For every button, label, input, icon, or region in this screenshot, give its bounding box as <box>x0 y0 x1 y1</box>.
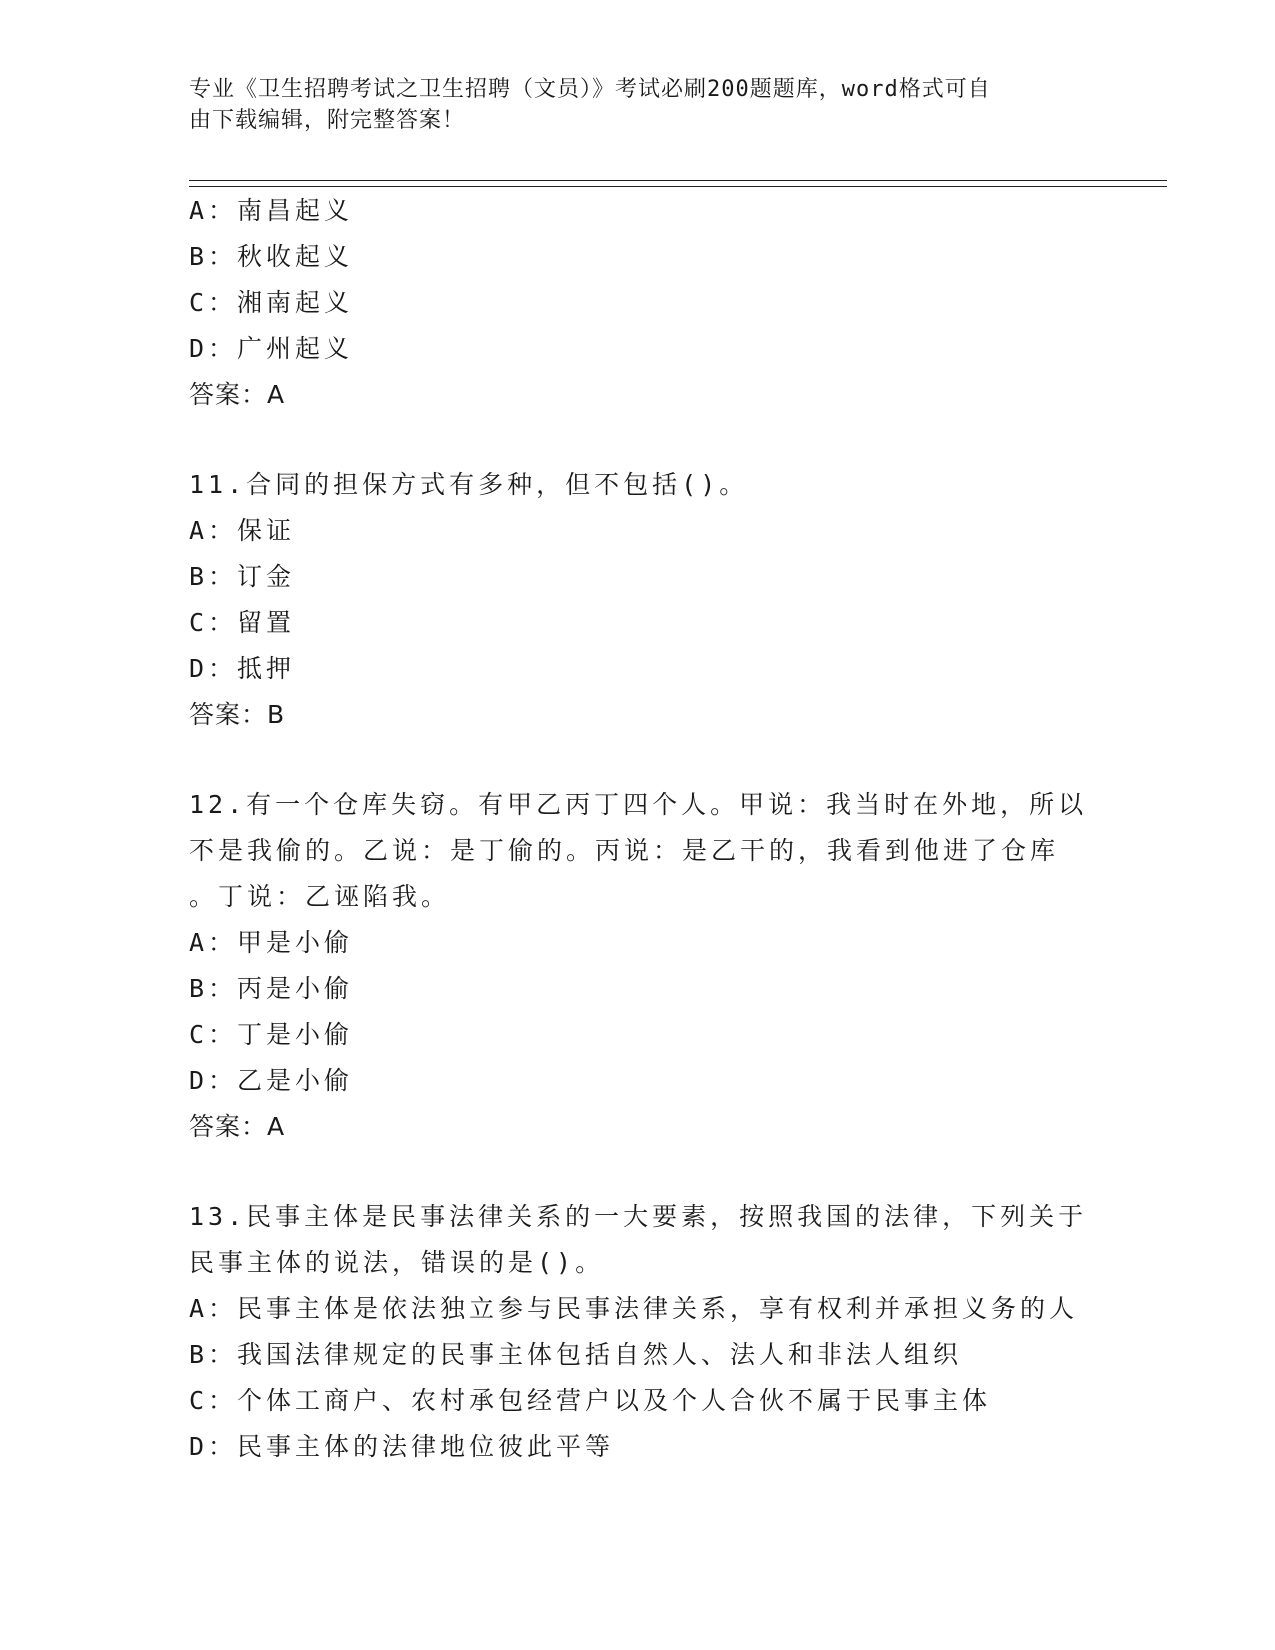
header-line-2: 由下载编辑，附完整答案！ <box>189 108 466 133</box>
header-line-1: 专业《卫生招聘考试之卫生招聘（文员）》考试必刷200题题库，word格式可自 <box>189 77 991 102</box>
header-divider <box>189 180 1167 187</box>
answer-line: 答案：A <box>189 380 286 409</box>
question-stem-line-2: 民事主体的说法，错误的是()。 <box>189 1248 605 1277</box>
option-d: D：抵押 <box>189 654 296 683</box>
question-10 <box>189 188 1089 418</box>
option-b: B：我国法律规定的民事主体包括自然人、法人和非法人组织 <box>189 1340 963 1369</box>
option-d: D：乙是小偷 <box>189 1066 354 1095</box>
option-c: C：丁是小偷 <box>189 1020 354 1049</box>
answer-line: 答案：B <box>189 700 286 729</box>
question-stem: 11.合同的担保方式有多种，但不包括()。 <box>189 470 749 499</box>
option-c: C：个体工商户、农村承包经营户以及个人合伙不属于民事主体 <box>189 1386 992 1415</box>
question-11 <box>189 462 1089 738</box>
option-d: D：广州起义 <box>189 334 354 363</box>
spacer <box>189 738 1089 782</box>
option-a: A：保证 <box>189 516 296 545</box>
question-stem-line-1: 13.民事主体是民事法律关系的一大要素，按照我国的法律，下列关于 <box>189 1202 1088 1231</box>
answer-line: 答案：A <box>189 1112 286 1141</box>
spacer <box>189 1150 1089 1194</box>
option-c: C：留置 <box>189 608 296 637</box>
question-stem-line-1: 12.有一个仓库失窃。有甲乙丙丁四个人。甲说：我当时在外地，所以 <box>189 790 1088 819</box>
option-b: B：订金 <box>189 562 296 591</box>
spacer <box>189 418 1089 462</box>
question-stem-line-3: 。丁说：乙诬陷我。 <box>189 882 451 911</box>
question-12 <box>189 782 1089 1150</box>
option-b: B：秋收起义 <box>189 242 354 271</box>
option-c: C：湘南起义 <box>189 288 354 317</box>
option-d: D：民事主体的法律地位彼此平等 <box>189 1432 615 1461</box>
document-header <box>189 74 1069 136</box>
question-list <box>189 188 1089 1470</box>
option-b: B：丙是小偷 <box>189 974 354 1003</box>
question-13 <box>189 1194 1089 1470</box>
option-a: A：甲是小偷 <box>189 928 354 957</box>
option-a: A：民事主体是依法独立参与民事法律关系，享有权利并承担义务的人 <box>189 1294 1079 1323</box>
option-a: A：南昌起义 <box>189 196 354 225</box>
question-stem-line-2: 不是我偷的。乙说：是丁偷的。丙说：是乙干的，我看到他进了仓库 <box>189 836 1060 865</box>
